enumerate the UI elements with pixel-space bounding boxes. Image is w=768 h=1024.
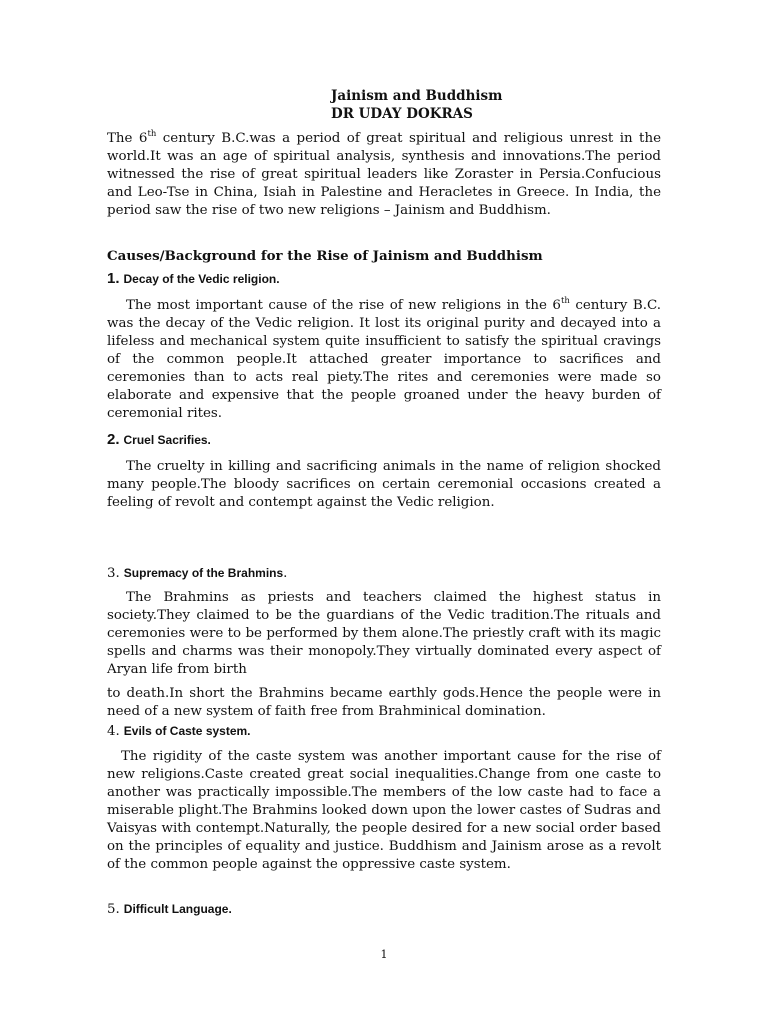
cause-3-label: Supremacy of the Brahmins (123, 566, 284, 580)
cause-3-number: 3. (107, 566, 120, 581)
cause-1-heading (107, 270, 280, 288)
cause-4-number: 4. (107, 724, 120, 739)
document-title-block (331, 87, 502, 123)
cause-3-paragraph-continued: to death.In short the Brahmins became earthly gods.Hence the people were in need of a new system of faith free from Brahminical domination. (107, 686, 661, 719)
intro-text-rest: century B.C.was a period of great spiritual and religious unrest in the world.It was an age of spiritual analysis, synthesis and innovations.The period witnessed the rise of great spiritual leaders like Zoraster in Persia.Confucious and Leo-Tse in China, Isiah in Palestine and Heracletes in Greece. In India, the period saw the rise of two new religions – Jainism and Buddhism. (107, 131, 661, 218)
cause-1-text-start: The most important cause of the rise of new religions in the 6 (126, 298, 561, 313)
document-title: Jainism and Buddhism (331, 88, 503, 104)
cause-2-paragraph: The cruelty in killing and sacrificing animals in the name of religion shocked many people.The bloody sacrifices on certain ceremonial occasions created a feeling of revolt and contempt against the Vedic religion. (107, 459, 661, 510)
cause-1-label: Decay of the Vedic religion. (123, 272, 280, 286)
cause-3-label-suffix: . (283, 566, 288, 581)
cause-1-number: 1. (107, 270, 120, 287)
section-heading: Causes/Background for the Rise of Jainism and Buddhism (107, 248, 543, 264)
cause-5-number: 5. (107, 902, 120, 917)
cause-5-heading (107, 900, 232, 918)
cause-2-label: Cruel Sacrifies. (123, 433, 211, 447)
cause-1-superscript: th (560, 296, 570, 306)
intro-superscript: th (147, 129, 157, 139)
intro-text-start: The 6 (107, 131, 148, 146)
cause-2-heading (107, 431, 211, 449)
cause-1-paragraph (107, 297, 661, 423)
document-author: DR UDAY DOKRAS (331, 106, 473, 122)
intro-paragraph (107, 130, 661, 220)
cause-5-label: Difficult Language. (123, 902, 232, 916)
cause-4-heading (107, 722, 251, 740)
page-number: 1 (380, 948, 388, 961)
cause-4-label: Evils of Caste system. (123, 724, 251, 738)
cause-3-heading (107, 564, 287, 582)
cause-2-number: 2. (107, 431, 120, 448)
cause-4-paragraph: The rigidity of the caste system was another important cause for the rise of new religions.Caste created great social inequalities.Change from one caste to another was practically impossible.The members of the low caste had to face a miserable plight.The Brahmins looked down upon the lower castes of Sudras and Vaisyas with contempt.Naturally, the people desired for a new social order based on the principles of equality and justice. Buddhism and Jainism arose as a revolt of the common people against the oppressive caste system. (107, 749, 661, 872)
cause-3-paragraph: The Brahmins as priests and teachers claimed the highest status in society.They claimed to be the guardians of the Vedic tradition.The rituals and ceremonies were to be performed by them alone.The priestly craft with its magic spells and charms was their monopoly.They virtually dominated every aspect of Aryan life from birth (107, 590, 661, 677)
cause-1-text-rest: century B.C. was the decay of the Vedic religion. It lost its original purity and decayed into a lifeless and mechanical system quite insufficient to satisfy the spiritual cravings of the common people.It attached greater importance to sacrifices and ceremonies than to acts real piety.The rites and ceremonies were made so elaborate and expensive that the people groaned under the heavy burden of ceremonial rites. (107, 298, 661, 421)
